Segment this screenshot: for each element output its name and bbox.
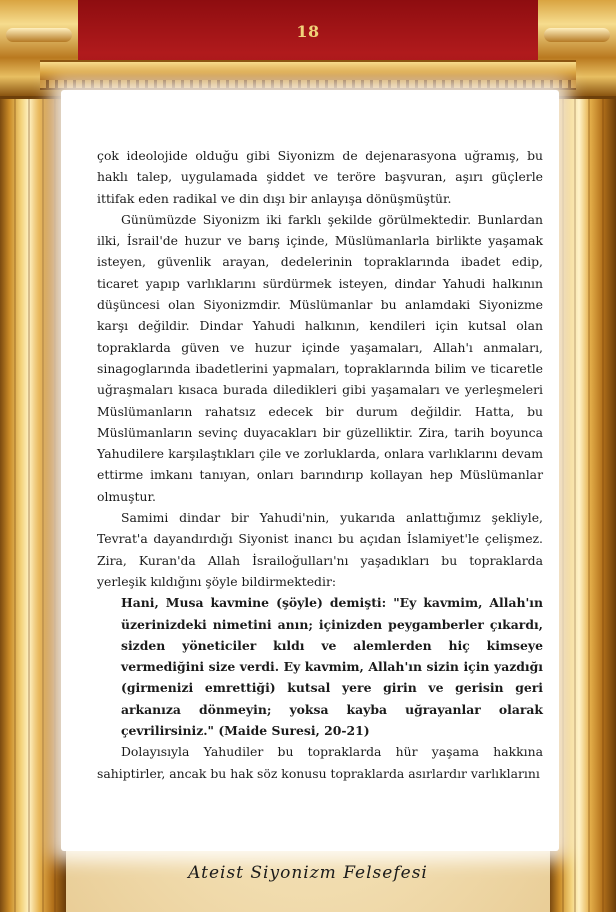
paragraph: Günümüzde Siyonizm iki farklı şekilde görülmektedir. Bunlardan ilki, İsrail'de huzur ve barış içinde, Müslümanlarla birlikte yaşamak isteyen, güvenlik arayan, dedelerinin topraklarında ibadet edip, ticaret yapıp varlıklarını sürdürmek isteyen, dindar Yahudi halkının düşüncesi olan Siyonizmdir. Müslümanlar bu anlamdaki Siyonizme karşı değildir. Dindar Yahudi halkının, kendileri için kutsal olan topraklarda güven ve huzur içinde yaşamaları, Allah'ı anmaları, sinagoglarında ibadetlerini yapmaları, topraklarında bilim ve ticaretle uğraşmaları kısaca burada diledikleri gibi yaşamaları ve yerleşmeleri Müslümanların rahatsız edecek bir durum değildir. Hatta, bu Müslümanların sevinç duyacakları bir güzelliktir. Zira, tarih boyunca Yahudilere karşılaştıkları çile ve zorluklarda, onlara varlıklarını devam ettirme imkanı tanıyan, onları barındırıp kollayan hep Müslümanlar olmuştur. <box>97 211 543 504</box>
dentil-ornament <box>40 80 576 88</box>
footer-book-title: Ateist Siyonizm Felsefesi <box>188 863 428 883</box>
paragraph: çok ideolojide olduğu gibi Siyonizm de dejenarasyona uğramış, bu haklı talep, uygulamada şiddet ve teröre başvuran, aşırı güçlerle ittifak eden radikal ve din dışı bir anlayışa dönüşmüştür. <box>97 148 543 206</box>
body-text <box>97 145 543 784</box>
quote-paragraph: Hani, Musa kavmine (şöyle) demişti: "Ey kavmim, Allah'ın üzerinizdeki nimetini anın; içinizden peygamberler çıkardı, sizden yöneticiler kıldı ve alemlerden hiç kimseye vermediğini size verdi. Ey kavmim, Allah'ın sizin için yazdığı (girmenizi emrettiği) kutsal yere girin ve gerisin geri arkanıza dönmeyin; yoksa kayba uğrayanlar olarak çevrilirsiniz." (Maide Suresi, 20-21) <box>121 595 543 739</box>
paragraph: Samimi dindar bir Yahudi'nin, yukarıda anlattığımız şekliyle, Tevrat'a dayandırdığı Siyonist inancı bu açıdan İslamiyet'le çelişmez. Zira, Kuran'da Allah İsrailoğulları'nı yaşadıkları bu topraklarda yerleşik kıldığını şöyle bildirmektedir: <box>97 510 543 589</box>
left-column-ornament <box>0 0 66 912</box>
paragraph: Dolayısıyla Yahudiler bu topraklarda hür yaşama hakkına sahiptirler, ancak bu hak söz konusu topraklarda asırlardır varlıklarını <box>97 744 543 781</box>
right-column-ornament <box>550 0 616 912</box>
page-number: 18 <box>296 22 320 41</box>
